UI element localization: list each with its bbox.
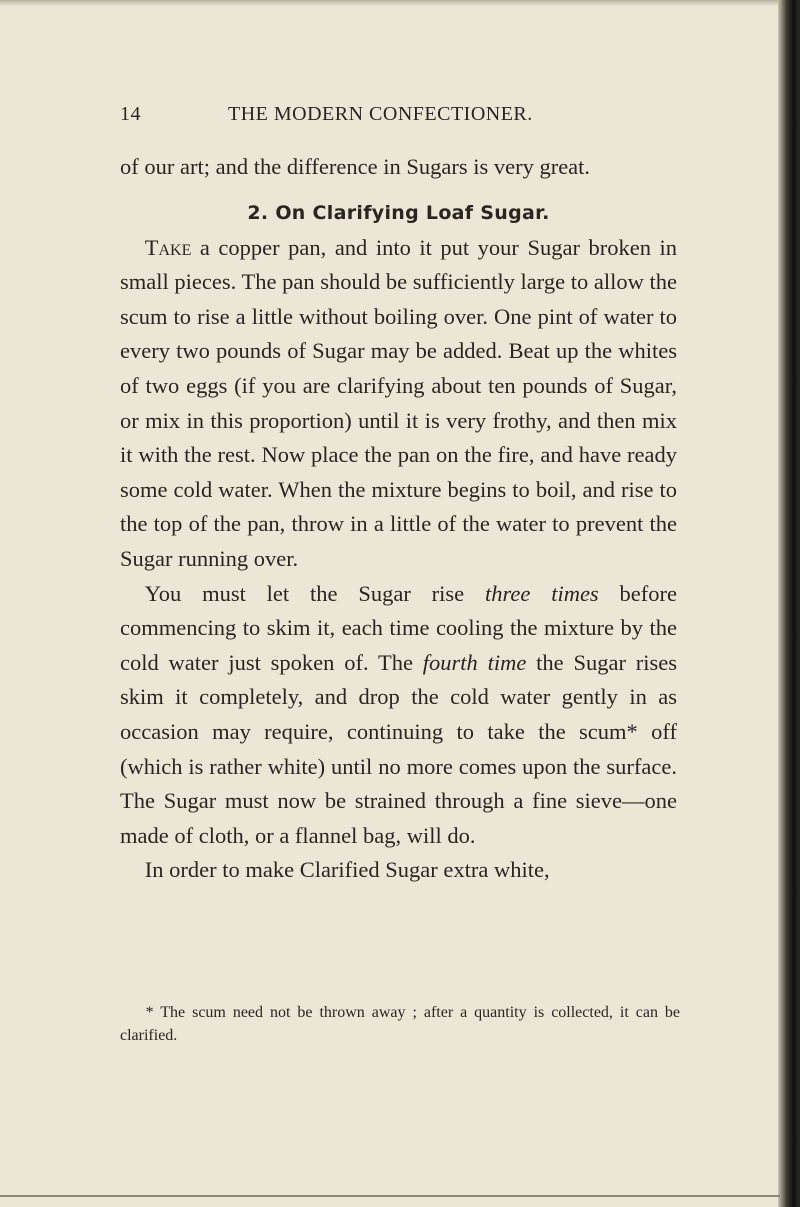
body-text (120, 150, 677, 888)
footnote (120, 1001, 680, 1047)
paragraph-3: In order to make Clarified Sugar extra white, (144, 857, 550, 883)
section-heading: 2. On Clarifying Loaf Sugar. (247, 201, 550, 224)
page-number: 14 (120, 103, 141, 125)
drop-word: Take (144, 234, 192, 260)
continuation-paragraph: of our art; and the difference in Sugars is very great. (120, 154, 591, 179)
paragraph-1-text: a copper pan, and into it put your Sugar broken in small pieces. The pan should be sufficiently large to allow the scum to rise a little without boiling over. One pint of water to every two pounds of Sugar may be added. Beat up the whites of two eggs (if you are clarifying about ten pounds of Sugar, or mix in this proportion) until it is very frothy, and then mix it with the rest. Now place the pan on the fire, and have ready some cold water. When the mixture begins to boil, and rise to the top of the pan, throw in a little of the water to prevent the Sugar running over. (120, 234, 677, 571)
paragraph-2-text-a: You must let the Sugar rise (144, 580, 485, 606)
paragraph-2-text-b: before commencing to skim it, each time cooling the mixture by the cold water just spoken of. The (120, 580, 677, 675)
emphasis-fourth-time: fourth time (422, 649, 527, 675)
page-bottom-edge (0, 1195, 780, 1197)
footnote-text: * The scum need not be thrown away ; after a quantity is collected, it can be clarified. (120, 1004, 680, 1044)
paragraph-2-text-c: the Sugar rises skim it completely, and drop the cold water gently in as occasion may require, continuing to take the scum* off (which is rather white) until no more comes upon the surface. The Sugar must now be strained through a fine sieve—one made of cloth, or a flannel bag, will do. (120, 649, 677, 848)
page-binding-edge (778, 0, 800, 1207)
paragraph-1 (120, 231, 677, 577)
paragraph-2 (120, 577, 677, 854)
emphasis-three-times: three times (484, 580, 599, 606)
running-head: THE MODERN CONFECTIONER. (228, 103, 533, 125)
page-top-shadow (0, 0, 780, 6)
page-header (120, 103, 720, 133)
